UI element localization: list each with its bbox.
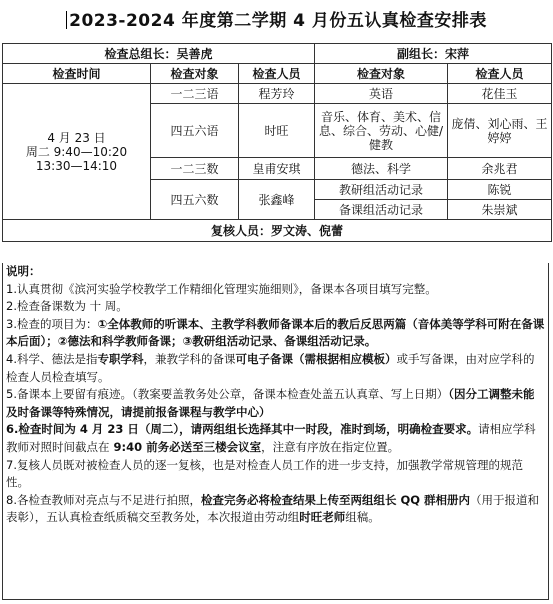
row-target-1: 一二三语	[151, 84, 239, 104]
note-3	[6, 316, 545, 351]
note-6	[6, 421, 545, 456]
header-time: 检查时间	[3, 64, 151, 84]
header-target-2: 检查对象	[315, 64, 448, 84]
time-slot-2: 13:30—14:10	[35, 158, 118, 173]
header-person-2: 检查人员	[448, 64, 552, 84]
notes-heading: 说明：	[6, 264, 41, 278]
note-3-items: ①全体教师的听课本、主教学科教师备课本后的教后反思两篇（音体美等学科可附在备课本后面）；②德法和科学教师备课；③教研组活动记录、备课组活动记录。	[6, 316, 545, 349]
review-row	[3, 220, 552, 242]
note-8-c: （用于报道和表彰），五认真检查纸质稿交至教务处，本次报道由劳动组	[6, 492, 540, 525]
note-5-a: 5.备课本上要留有痕迹。（教案要盖教务处公章，备课本检查处盖五认真章、写上日期）	[6, 387, 449, 402]
note-4-a: 4.科学、德法是指	[6, 351, 98, 366]
row-person-1: 程芳玲	[239, 84, 315, 104]
row-target-2: 英语	[315, 84, 448, 104]
row-person-1: 皇甫安琪	[239, 158, 315, 180]
time-date: 4 月 23 日	[47, 130, 106, 145]
row-target-1: 四五六语	[151, 104, 239, 158]
row-person-1: 时旺	[239, 104, 315, 158]
note-6-d: ，注意有序放在指定位置。	[261, 439, 400, 454]
row-target-1: 四五六数	[151, 180, 239, 220]
note-8-a: 8.各检查教师对亮点与不足进行拍照，	[6, 492, 201, 507]
row-person-1: 张鑫峰	[239, 180, 315, 220]
note-5	[6, 386, 545, 421]
note-6-a: 6.检查时间为 4 月 23 日（周二），请两组组长选择其中一时段，准时到场，明确检查要求。	[6, 422, 479, 437]
time-slot-1: 周二 9:40—10:20	[25, 144, 128, 159]
note-6-c: 9:40 前务必送至三楼会议室	[109, 439, 262, 454]
deputy-leader: 副组长：宋萍	[315, 44, 552, 64]
text-cursor	[66, 11, 67, 29]
note-4	[6, 351, 545, 386]
note-5-b: （因分工调整未能及时备课等特殊情况，请提前报备课程与教学中心）	[6, 387, 535, 419]
row-person-2: 陈锐	[448, 180, 552, 200]
header-row	[3, 64, 552, 84]
table-row	[3, 84, 552, 104]
schedule-table	[2, 43, 552, 242]
note-4-b: 专职学科	[97, 351, 144, 366]
note-8-b: 检查完务必将检查结果上传至两组组长 QQ 群相册内	[200, 492, 471, 507]
note-3-lead: 3.检查的项目为：	[6, 316, 98, 331]
chief-leader: 检查总组长：吴善虎	[3, 44, 315, 64]
row-target-2: 德法、科学	[315, 158, 448, 180]
note-1: 1.认真贯彻《滨河实验学校教学工作精细化管理实施细则》，备课本各项目填写完整。	[6, 281, 437, 296]
row-target-2: 教研组活动记录	[315, 180, 448, 200]
notes-section	[2, 263, 549, 600]
header-person-1: 检查人员	[239, 64, 315, 84]
note-4-c: ，兼教学科的备课	[143, 351, 236, 366]
note-8	[6, 492, 545, 527]
note-8-e: 组稿。	[345, 510, 380, 525]
time-cell	[3, 84, 151, 220]
page-title	[0, 6, 553, 31]
leaders-row	[3, 44, 552, 64]
row-person-2: 余兆君	[448, 158, 552, 180]
note-4-e: 或手写备课，由对应学科的检查人员检查填写。	[6, 351, 535, 384]
header-target-1: 检查对象	[151, 64, 239, 84]
title-text: 2023-2024 年度第二学期 4 月份五认真检查安排表	[69, 11, 487, 31]
note-8-d: 时旺老师	[299, 510, 346, 525]
row-target-2: 备课组活动记录	[315, 200, 448, 220]
note-6-b: 请相应学科教师对照时间截点在	[6, 422, 536, 454]
review-staff: 复核人员：罗文涛、倪蕾	[3, 220, 552, 242]
note-2: 2.检查备课数为 十 周。	[6, 299, 128, 314]
row-target-1: 一二三数	[151, 158, 239, 180]
row-target-2: 音乐、体育、美术、信息、综合、劳动、心健/健教	[315, 104, 448, 158]
row-person-2: 朱崇斌	[448, 200, 552, 220]
row-person-2: 花佳玉	[448, 84, 552, 104]
row-person-2: 庞倩、刘心雨、王婷婷	[448, 104, 552, 158]
note-7: 7.复核人员既对被检查人员的逐一复核，也是对检查人员工作的进一步支持，加强教学常规管理的规范性。	[6, 457, 523, 490]
note-4-d: 可电子备课（需根据相应模板）	[235, 351, 397, 366]
